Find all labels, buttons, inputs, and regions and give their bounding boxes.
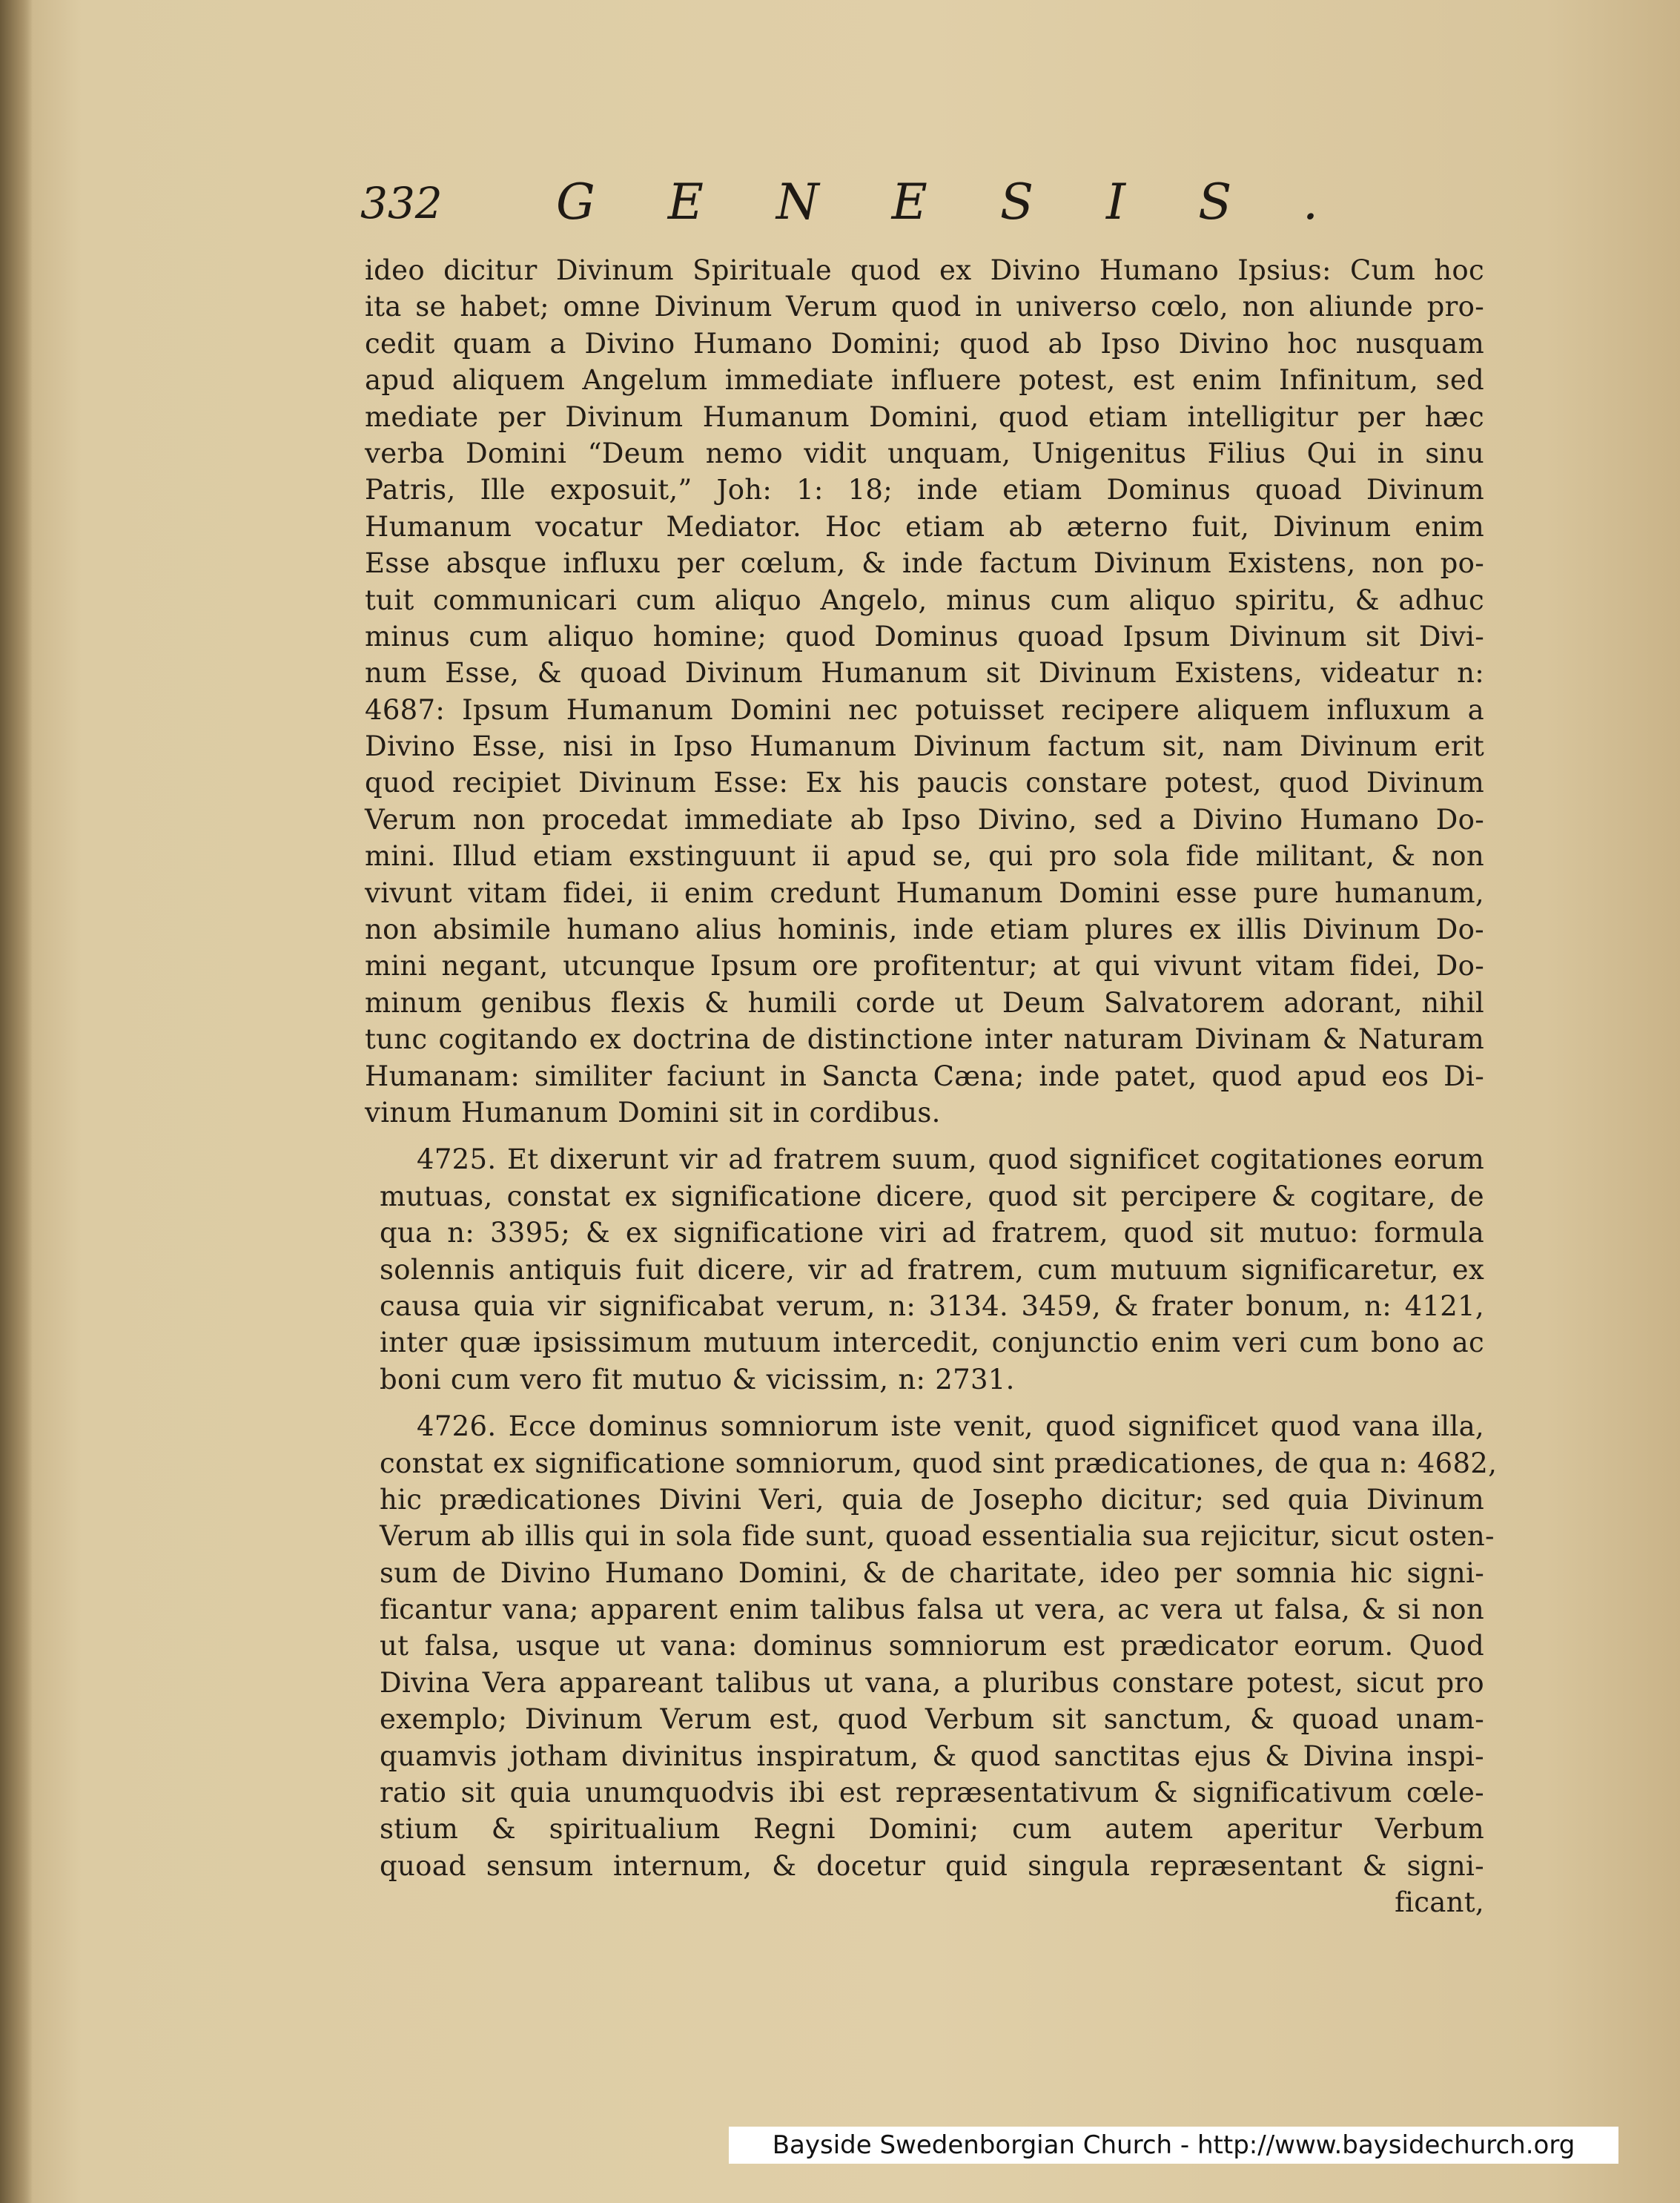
text-line: 4687: Ipsum Humanum Domini nec potuisset recipere aliquem influxum a: [365, 693, 1484, 726]
text-line: ficantur vana; apparent enim talibus falsa ut vera, ac vera ut falsa, & si non: [380, 1593, 1484, 1626]
text-line: non absimile humano alius hominis, inde etiam plures ex illis Divinum Do-: [365, 914, 1484, 946]
text-line: sum de Divino Humano Domini, & de charitate, ideo per somnia hic signi-: [380, 1556, 1484, 1589]
text-line: apud aliquem Angelum immediate influere potest, est enim Infinitum, sed: [365, 364, 1484, 397]
text-line: Verum ab illis qui in sola fide sunt, quoad essentialia sua rejicitur, sicut osten-: [380, 1520, 1495, 1553]
paragraph-4726: [365, 1408, 1498, 1884]
text-line: boni cum vero fit mutuo & vicissim, n: 2731.: [380, 1363, 1015, 1396]
catchword: ficant,: [1395, 1886, 1484, 1919]
text-line: 4726. Ecce dominus somniorum iste venit, quod significet quod vana illa,: [417, 1410, 1484, 1443]
text-line: Humanam: similiter faciunt in Sancta Cæna; inde patet, quod apud eos Di-: [365, 1060, 1484, 1092]
text-line: qua n: 3395; & ex significatione viri ad fratrem, quod sit mutuo: formula: [380, 1217, 1484, 1249]
watermark-credit: Bayside Swedenborgian Church - http://www.baysidechurch.org: [729, 2127, 1618, 2164]
text-line: Humanum vocatur Mediator. Hoc etiam ab æterno fuit, Divinum enim: [365, 510, 1484, 543]
text-body: [365, 252, 1498, 1921]
text-line: solennis antiquis fuit dicere, vir ad fratrem, cum mutuum significaretur, ex: [380, 1253, 1484, 1286]
text-line: 4725. Et dixerunt vir ad fratrem suum, quod significet cogitationes eorum: [417, 1143, 1484, 1176]
text-line: mediate per Divinum Humanum Domini, quod etiam intelligitur per hæc: [365, 400, 1484, 433]
text-line: Patris, Ille exposuit,” Joh: 1: 18; inde etiam Dominus quoad Divinum: [365, 474, 1484, 506]
paragraph-4725: [365, 1141, 1484, 1398]
text-line: minum genibus flexis & humili corde ut Deum Salvatorem adorant, nihil: [365, 986, 1484, 1019]
text-line: quod recipiet Divinum Esse: Ex his paucis constare potest, quod Divinum: [365, 767, 1484, 799]
text-line: Divino Esse, nisi in Ipso Humanum Divinum factum sit, nam Divinum erit: [365, 730, 1484, 763]
page-gutter-shadow: [0, 0, 33, 2203]
text-line: exemplo; Divinum Verum est, quod Verbum sit sanctum, & quoad unam-: [380, 1703, 1484, 1736]
text-line: Divina Vera appareant talibus ut vana, a pluribus constare potest, sicut pro: [380, 1666, 1484, 1699]
text-line: Esse absque influxu per cœlum, & inde factum Divinum Existens, non po-: [365, 547, 1484, 580]
continued-paragraph: [365, 252, 1484, 1131]
text-line: ideo dicitur Divinum Spirituale quod ex Divino Humano Ipsius: Cum hoc: [365, 254, 1484, 286]
text-line: vivunt vitam fidei, ii enim credunt Humanum Domini esse pure humanum,: [365, 876, 1484, 909]
running-header: [356, 171, 1512, 245]
page-number: 332: [360, 178, 443, 228]
running-title: GENESIS.: [556, 174, 1391, 231]
text-line: causa quia vir significabat verum, n: 3134. 3459, & frater bonum, n: 4121,: [380, 1289, 1484, 1322]
text-line: ratio sit quia unumquodvis ibi est repræsentativum & significativum cœle-: [380, 1777, 1484, 1809]
text-line: ut falsa, usque ut vana: dominus somniorum est prædicator eorum. Quod: [380, 1630, 1484, 1662]
text-line: mini. Illud etiam exstinguunt ii apud se, qui pro sola fide militant, & non: [365, 840, 1484, 873]
text-line: verba Domini “Deum nemo vidit unquam, Unigenitus Filius Qui in sinu: [365, 437, 1484, 469]
text-line: stium & spiritualium Regni Domini; cum autem aperitur Verbum: [380, 1813, 1484, 1846]
text-line: inter quæ ipsissimum mutuum intercedit, conjunctio enim veri cum bono ac: [380, 1327, 1484, 1359]
text-line: mini negant, utcunque Ipsum ore profitentur; at qui vivunt vitam fidei, Do-: [365, 950, 1484, 982]
text-line: tuit communicari cum aliquo Angelo, minus cum aliquo spiritu, & adhuc: [365, 584, 1484, 616]
text-line: Verum non procedat immediate ab Ipso Divino, sed a Divino Humano Do-: [365, 803, 1484, 836]
text-line: ita se habet; omne Divinum Verum quod in universo cœlo, non aliunde pro-: [365, 291, 1484, 323]
text-line: minus cum aliquo homine; quod Dominus quoad Ipsum Divinum sit Divi-: [365, 620, 1484, 653]
text-line: constat ex significatione somniorum, quod sint prædicationes, de qua n: 4682,: [380, 1447, 1498, 1479]
text-line: mutuas, constat ex significatione dicere, quod sit percipere & cogitare, de: [380, 1180, 1484, 1212]
text-line: hic prædicationes Divini Veri, quia de Josepho dicitur; sed quia Divinum: [380, 1483, 1484, 1516]
text-line: quoad sensum internum, & docetur quid singula repræsentant & signi-: [380, 1849, 1484, 1882]
text-line: cedit quam a Divino Humano Domini; quod ab Ipso Divino hoc nusquam: [365, 327, 1484, 360]
text-line: num Esse, & quoad Divinum Humanum sit Divinum Existens, videatur n:: [365, 657, 1484, 690]
text-line: tunc cogitando ex doctrina de distinctione inter naturam Divinam & Naturam: [365, 1023, 1484, 1056]
text-line: quamvis jotham divinitus inspiratum, & quod sanctitas ejus & Divina inspi-: [380, 1740, 1484, 1772]
text-line: vinum Humanum Domini sit in cordibus.: [365, 1096, 941, 1129]
